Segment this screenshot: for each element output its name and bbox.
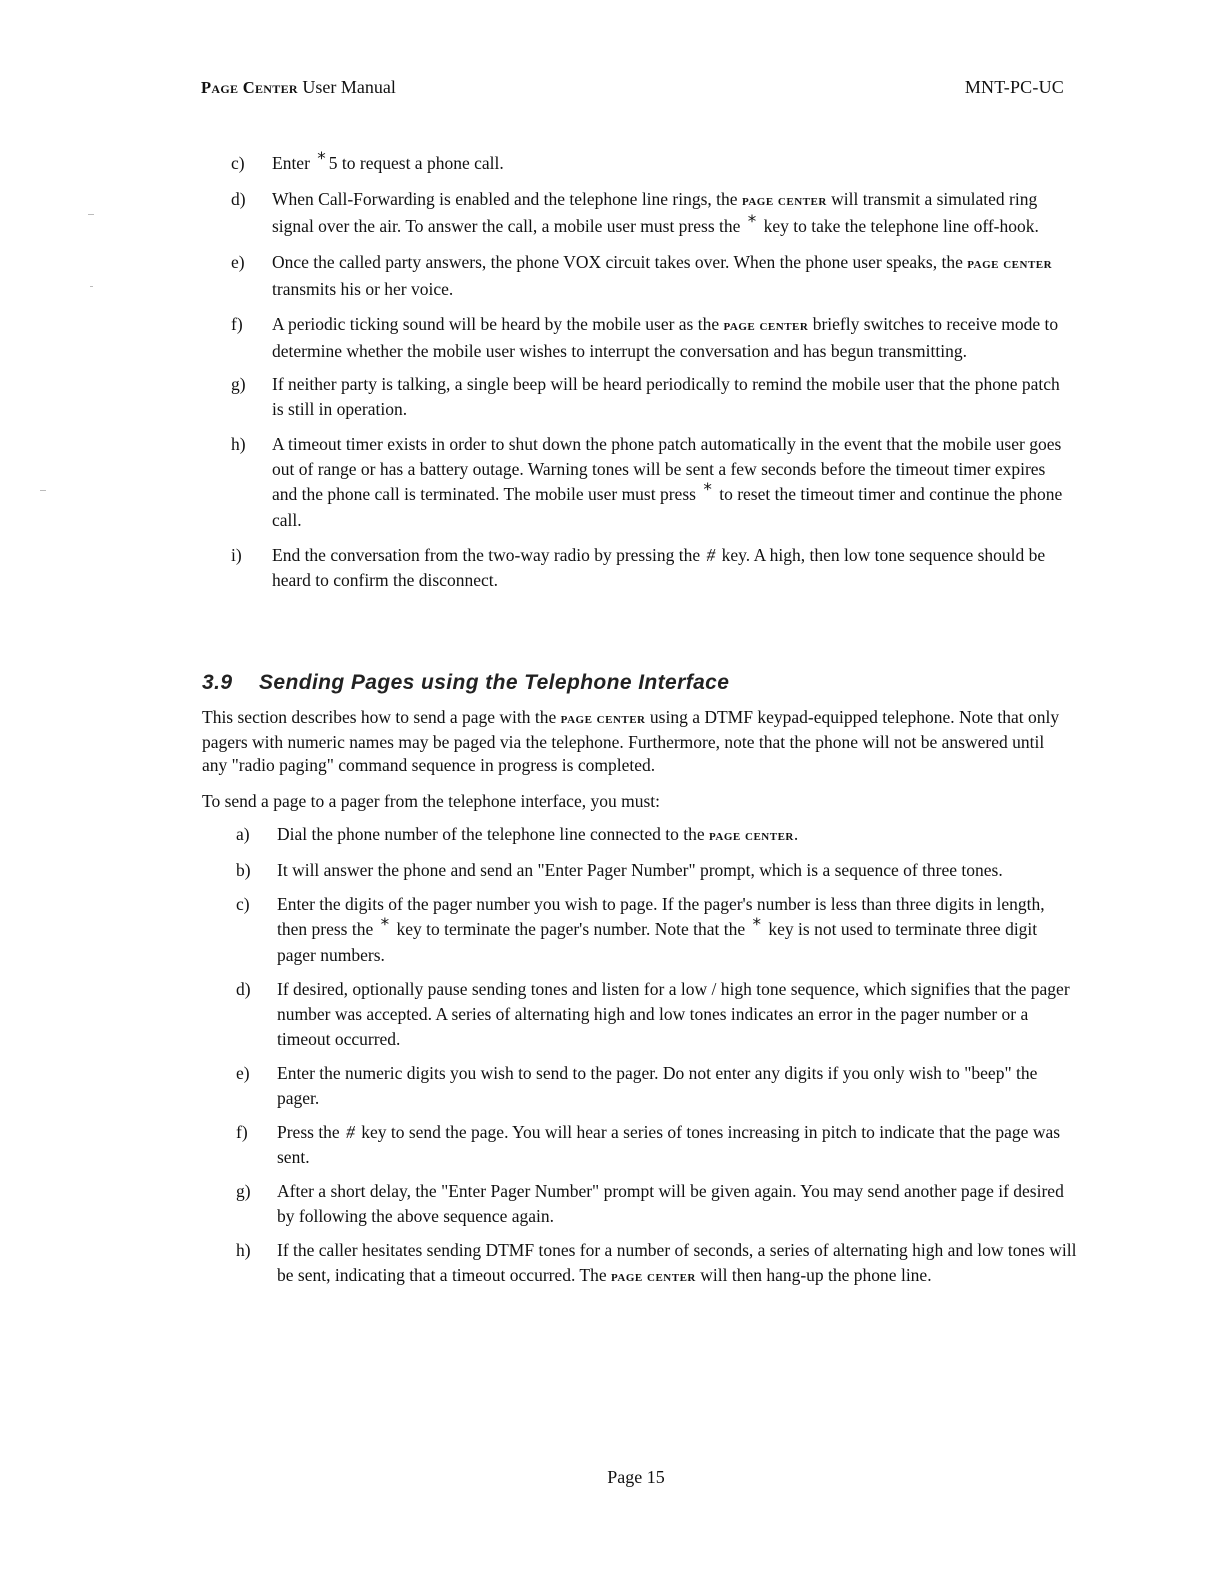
list-item-text — [277, 1179, 1077, 1229]
list-item-text — [272, 250, 1072, 302]
star-key-symbol: * — [380, 915, 390, 935]
text-run: to reset the timeout timer and continue the phone call. — [272, 484, 1063, 530]
list-item — [231, 543, 1072, 593]
list-item-label: c) — [236, 894, 250, 914]
text-run: If neither party is talking, a single beep will be heard periodically to remind the mobile user that the phone patch is still in operation. — [272, 374, 1060, 419]
text-run: Dial the phone number of the telephone line connected to the — [277, 824, 710, 844]
text-run: If the caller hesitates sending DTMF tones for a number of seconds, a series of alternating high and low tones will be sent, indicating that a timeout occurred. The — [277, 1240, 1077, 1285]
list-item-text — [272, 151, 1072, 177]
text-run: This section describes how to send a page with the — [202, 707, 561, 727]
scan-mark — [90, 286, 93, 287]
text-run: When Call-Forwarding is enabled and the telephone line rings, the — [272, 189, 742, 209]
list-item — [236, 1238, 1077, 1290]
list-item-label: h) — [231, 434, 246, 454]
list-item — [231, 432, 1072, 533]
text-run: key is not used to terminate three digit pager numbers. — [277, 919, 1038, 965]
list-item — [236, 1120, 1077, 1170]
list-item — [236, 977, 1077, 1052]
text-run: It will answer the phone and send an "Enter Pager Number" prompt, which is a sequence of three tones. — [277, 860, 1003, 880]
list-item — [236, 858, 1077, 883]
section-number: 3.9 — [202, 671, 233, 694]
send-page-steps — [236, 822, 1077, 1290]
text-run: Once the called party answers, the phone VOX circuit takes over. When the phone user speaks, the — [272, 252, 968, 272]
list-item — [231, 250, 1072, 302]
list-item-text — [277, 892, 1077, 968]
list-item-text — [272, 372, 1072, 422]
text-run: key to terminate the pager's number. Note that the — [392, 919, 750, 939]
text-run: will transmit a simulated ring signal over the air. To answer the call, a mobile user must press the — [272, 189, 1038, 236]
star-key-symbol: * — [703, 480, 712, 500]
brand-name: page center — [741, 193, 827, 209]
document-code: MNT-PC-UC — [964, 77, 1064, 97]
list-item — [236, 1061, 1077, 1111]
text-run: key to take the telephone line off-hook. — [759, 216, 1039, 236]
text-run: After a short delay, the "Enter Pager Number" prompt will be given again. You may send another page if desired by following the above sequence again. — [277, 1181, 1064, 1226]
brand-name: page center — [560, 711, 646, 727]
text-run: A periodic ticking sound will be heard by the mobile user as the — [272, 314, 724, 334]
list-item-label: c) — [231, 153, 245, 173]
list-item-label: d) — [236, 979, 251, 999]
brand-name: page center — [709, 828, 794, 844]
list-item-text — [277, 1061, 1077, 1111]
list-item-label: f) — [236, 1122, 248, 1142]
text-run: Press the — [277, 1122, 345, 1142]
page-number: Page 15 — [607, 1467, 665, 1487]
list-item — [236, 892, 1077, 968]
list-item-label: f) — [231, 314, 243, 334]
section-heading — [202, 671, 729, 695]
list-item-text — [272, 312, 1072, 364]
text-run: transmits his or her voice. — [272, 279, 454, 299]
star-key-symbol: * — [747, 212, 757, 232]
list-item-label: e) — [231, 252, 245, 272]
star-key-symbol: * — [752, 915, 762, 935]
list-item — [231, 149, 1072, 177]
text-run: to request a phone call. — [341, 153, 504, 173]
scan-mark — [40, 490, 46, 491]
list-item-label: a) — [236, 824, 250, 844]
list-item — [231, 187, 1072, 240]
section-title: Sending Pages using the Telephone Interface — [259, 671, 730, 694]
text-run: End the conversation from the two-way radio by pressing the — [272, 545, 705, 565]
list-item-text — [277, 1238, 1077, 1290]
section-intro-paragraph — [202, 706, 1062, 777]
list-item-text — [277, 977, 1077, 1052]
text-run: using a DTMF keypad-equipped telephone. Note that only pagers with numeric names may be paged via the telephone. Furthermore, note that the phone will not be answered until any "radio paging" command sequence in progress is completed. — [202, 707, 1060, 775]
hash-key-symbol: # — [346, 1122, 355, 1142]
list-item-label: d) — [231, 189, 246, 209]
text-run: key to send the page. You will hear a series of tones increasing in pitch to indicate that the page was sent. — [277, 1122, 1061, 1167]
text-run: Enter the digits of the pager number you wish to page. If the pager's number is less than three digits in length, then press the — [277, 894, 1045, 939]
list-item-text — [272, 187, 1072, 240]
list-item-text — [277, 1120, 1077, 1170]
text-run: briefly switches to receive mode to determine whether the mobile user wishes to interrupt the conversation and has begun transmitting. — [272, 314, 1059, 361]
manual-title-brand: Page Center — [201, 78, 298, 97]
list-item — [236, 1179, 1077, 1229]
brand-name: page center — [611, 1269, 696, 1285]
manual-title — [201, 77, 396, 98]
list-item-text — [277, 822, 1077, 849]
page-footer — [0, 1467, 1224, 1488]
lead-in-sentence: To send a page to a pager from the telephone interface, you must: — [202, 791, 660, 811]
list-item-text — [277, 858, 1077, 883]
brand-name: page center — [967, 256, 1053, 272]
text-run: Enter — [272, 153, 315, 173]
page-header — [201, 77, 1064, 101]
list-item-label: g) — [236, 1181, 251, 1201]
list-item — [236, 822, 1077, 849]
text-run: will then hang-up the phone line. — [695, 1265, 932, 1285]
star-key-symbol: * — [317, 149, 326, 169]
text-run: . — [793, 824, 799, 844]
list-item — [231, 312, 1072, 364]
list-item-label: e) — [236, 1063, 250, 1083]
text-run: If desired, optionally pause sending tones and listen for a low / high tone sequence, which signifies that the pager number was accepted. A series of alternating high and low tones indicates an error in the pager number or a timeout occurred. — [277, 979, 1070, 1049]
text-run: 5 — [328, 153, 342, 173]
list-item-label: h) — [236, 1240, 251, 1260]
list-item — [231, 372, 1072, 422]
text-run: A timeout timer exists in order to shut down the phone patch automatically in the event that the mobile user goes out of range or has a battery outage. Warning tones will be sent a few seconds before the timeout timer expires and the phone call is terminated. The mobile user must press — [272, 434, 1062, 504]
brand-name: page center — [723, 318, 809, 334]
manual-title-rest: User Manual — [302, 77, 396, 97]
list-item-label: g) — [231, 374, 246, 394]
list-item-label: b) — [236, 860, 251, 880]
text-run: Enter the numeric digits you wish to send to the pager. Do not enter any digits if you only wish to "beep" the pager. — [277, 1063, 1038, 1108]
list-item-text — [272, 432, 1072, 533]
list-item-text — [272, 543, 1072, 593]
scan-mark — [88, 214, 94, 215]
list-item-label: i) — [231, 545, 242, 565]
phone-patch-steps — [231, 149, 1072, 593]
text-run: key. A high, then low tone sequence should be heard to confirm the disconnect. — [272, 545, 1046, 590]
hash-key-symbol: # — [706, 545, 716, 565]
